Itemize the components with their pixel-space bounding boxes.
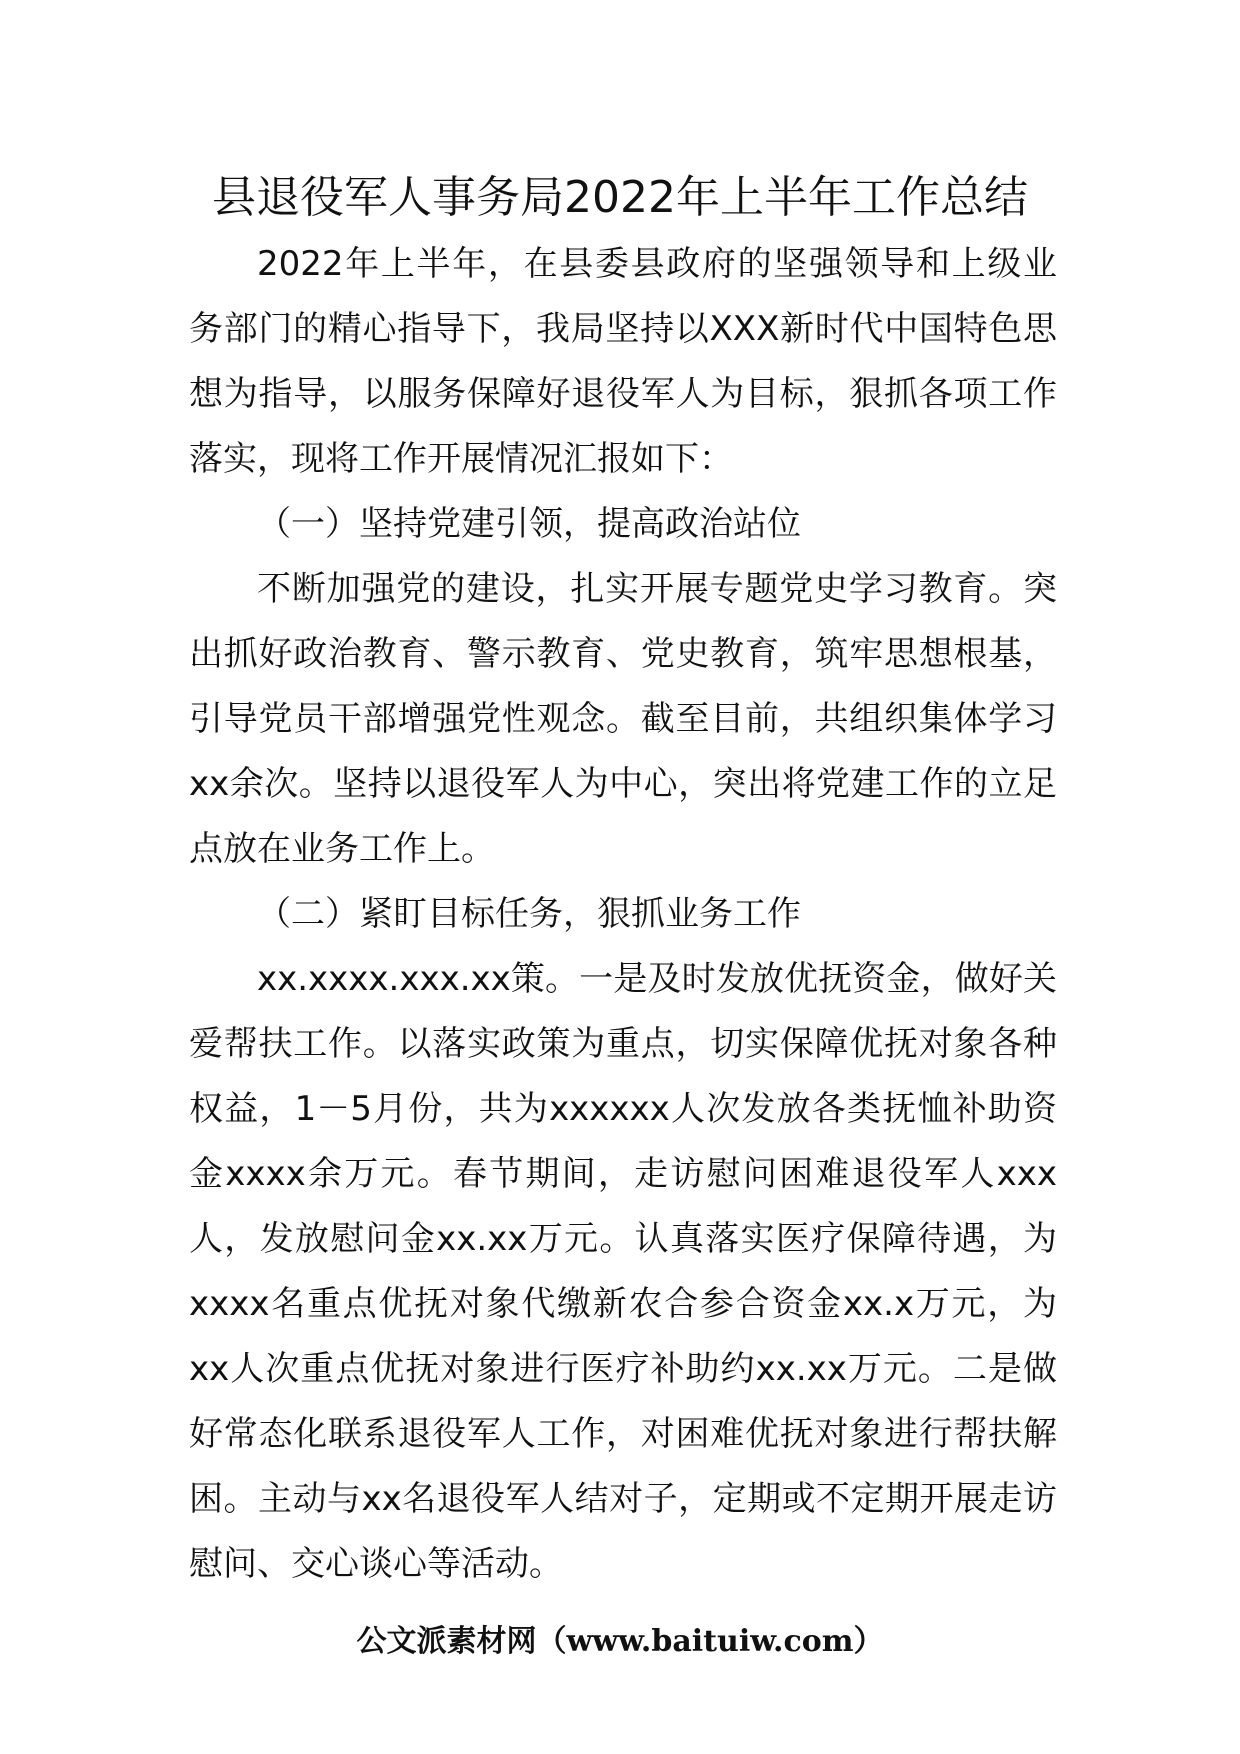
- paragraph-party-building: 不断加强党的建设，扎实开展专题党史学习教育。突出抓好政治教育、警示教育、党史教育，筑牢思想根基，引导党员干部增强党性观念。截至目前，共组织集体学习xx余次。坚持以退役军人为中心，突出将党建工作的立足点放在业务工作上。: [189, 569, 1057, 869]
- footer-source: 公文派素材网（www.baituiw.com）: [356, 1624, 884, 1659]
- document-title: 县退役军人事务局2022年上半年工作总结: [212, 172, 1028, 223]
- paragraph-business-work: xx.xxxx.xxx.xx策。一是及时发放优抚资金，做好关爱帮扶工作。以落实政策为重点，切实保障优抚对象各种权益，1－5月份，共为xxxxxx人次发放各类抚恤补助资金xxxx余万元。春节期间，走访慰问困难退役军人xxx人，发放慰问金xx.xx万元。认真落实医疗保障待遇，为xxxx名重点优抚对象代缴新农合参合资金xx.x万元，为xx人次重点优抚对象进行医疗补助约xx.xx万元。二是做好常态化联系退役军人工作，对困难优抚对象进行帮扶解困。主动与xx名退役军人结对子，定期或不定期开展走访慰问、交心谈心等活动。: [189, 959, 1057, 1584]
- section-heading-2: （二）紧盯目标任务，狠抓业务工作: [257, 894, 801, 934]
- document-body: [189, 232, 1057, 1597]
- paragraph-intro: 2022年上半年，在县委县政府的坚强领导和上级业务部门的精心指导下，我局坚持以XXX新时代中国特色思想为指导，以服务保障好退役军人为目标，狠抓各项工作落实，现将工作开展情况汇报如下：: [189, 244, 1057, 479]
- section-heading-1: （一）坚持党建引领，提高政治站位: [257, 504, 801, 544]
